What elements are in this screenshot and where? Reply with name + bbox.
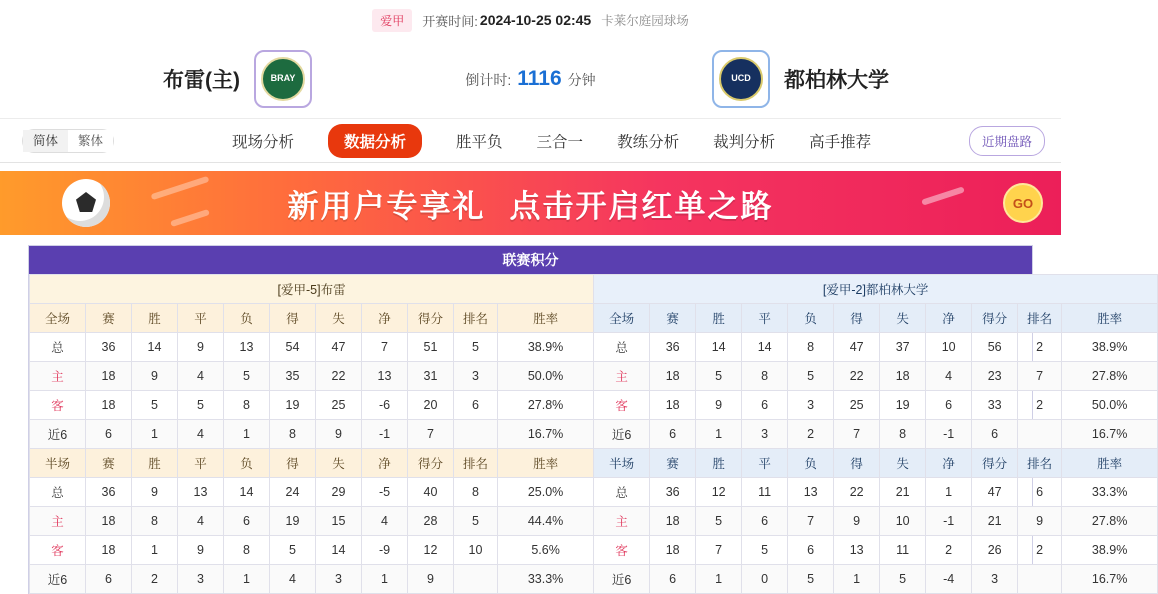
cell: 1 [224, 565, 270, 594]
cell: 10 [926, 333, 972, 362]
cell: 5 [132, 391, 178, 420]
cell: 3 [178, 565, 224, 594]
cell: 2 [926, 536, 972, 565]
cell: 5 [454, 507, 498, 536]
col-away-points: 得分 [972, 304, 1018, 333]
cell: 5 [788, 565, 834, 594]
cell: 2 [788, 420, 834, 449]
cell: 14 [316, 536, 362, 565]
col-home-winrate-half: 胜率 [498, 449, 594, 478]
col-home-win: 胜 [132, 304, 178, 333]
cell: 40 [408, 478, 454, 507]
col-home-goal-diff-half: 净 [362, 449, 408, 478]
col-away-goals-for-half: 得 [834, 449, 880, 478]
col-home-played-half: 赛 [86, 449, 132, 478]
cell: 8 [742, 362, 788, 391]
away-row-label: 主 [594, 362, 650, 391]
cell: 6 [926, 391, 972, 420]
countdown-unit: 分钟 [567, 72, 596, 88]
cell: 1 [696, 420, 742, 449]
cell: 10 [454, 536, 498, 565]
home-row-label: 总 [30, 333, 86, 362]
home-winrate: 16.7% [498, 420, 594, 449]
cell: 13 [788, 478, 834, 507]
cell: 13 [834, 536, 880, 565]
cell: 19 [270, 507, 316, 536]
cell: 20 [408, 391, 454, 420]
cell: 4 [362, 507, 408, 536]
cell: 18 [86, 507, 132, 536]
cell: 22 [316, 362, 362, 391]
team-header-row [30, 275, 1158, 304]
col-away-rank: 排名 [1018, 304, 1062, 333]
cell: 18 [650, 507, 696, 536]
col-away-rank-half: 排名 [1018, 449, 1062, 478]
cell: 36 [650, 333, 696, 362]
cell: 8 [224, 391, 270, 420]
col-away-played-half: 赛 [650, 449, 696, 478]
cell: 47 [316, 333, 362, 362]
cell: 3 [316, 565, 362, 594]
cell: 19 [880, 391, 926, 420]
cell: 3 [742, 420, 788, 449]
col-away-goals-for: 得 [834, 304, 880, 333]
col-home-lose: 负 [224, 304, 270, 333]
cell: 26 [972, 536, 1018, 565]
col-away-winrate-half: 胜率 [1062, 449, 1158, 478]
cell: 8 [270, 420, 316, 449]
away-row-label: 客 [594, 536, 650, 565]
tab-win-draw-lose[interactable]: 胜平负 [456, 133, 503, 151]
venue-name: 卡莱尔庭园球场 [601, 14, 689, 28]
cell: 4 [926, 362, 972, 391]
cell: 36 [86, 478, 132, 507]
home-winrate: 38.9% [498, 333, 594, 362]
cell: 2 [132, 565, 178, 594]
cell: 18 [880, 362, 926, 391]
home-crest-box [254, 50, 312, 108]
banner-text [288, 181, 774, 226]
table-row [30, 391, 1158, 420]
cell: 4 [178, 362, 224, 391]
away-row-label: 主 [594, 507, 650, 536]
table-row [30, 507, 1158, 536]
cell: 5 [696, 507, 742, 536]
kickoff-time: 2024-10-25 02:45 [479, 12, 592, 28]
table-row [30, 420, 1158, 449]
cell: 18 [650, 391, 696, 420]
cell: 25 [834, 391, 880, 420]
cell: 2 [1018, 536, 1062, 565]
cell: -6 [362, 391, 408, 420]
full-time-column-header-row [30, 304, 1158, 333]
cell: 1 [834, 565, 880, 594]
col-away-win: 胜 [696, 304, 742, 333]
cell: -4 [926, 565, 972, 594]
cell: 9 [178, 536, 224, 565]
nav-items [232, 124, 871, 158]
home-crest-icon: BRAY [261, 57, 305, 101]
cell: 2 [1018, 333, 1062, 362]
language-toggle[interactable] [22, 129, 114, 153]
cell: 25 [316, 391, 362, 420]
cell: 8 [788, 333, 834, 362]
cell: 14 [696, 333, 742, 362]
away-row-label: 总 [594, 333, 650, 362]
cell: 4 [178, 420, 224, 449]
col-home-scope-half: 半场 [30, 449, 86, 478]
cell: 5 [696, 362, 742, 391]
cell: 13 [178, 478, 224, 507]
league-badge: 爱甲 [372, 9, 412, 32]
col-away-win-half: 胜 [696, 449, 742, 478]
cell: 35 [270, 362, 316, 391]
countdown-value: 1116 [517, 67, 562, 90]
cell: 1 [132, 536, 178, 565]
cell: 10 [880, 507, 926, 536]
home-winrate: 5.6% [498, 536, 594, 565]
cell [1018, 565, 1062, 594]
col-home-goals-for: 得 [270, 304, 316, 333]
away-team-header: [爱甲-2]都柏林大学 [594, 275, 1158, 304]
cell: 1 [362, 565, 408, 594]
cell: 9 [696, 391, 742, 420]
cell: 23 [972, 362, 1018, 391]
tab-data-analysis[interactable]: 数据分析 [328, 124, 422, 158]
home-row-label: 客 [30, 391, 86, 420]
table-row [30, 536, 1158, 565]
cell: 6 [1018, 478, 1062, 507]
teams-row [0, 40, 1061, 118]
col-home-goals-against-half: 失 [316, 449, 362, 478]
table-row [30, 362, 1158, 391]
home-team-header: [爱甲-5]布雷 [30, 275, 594, 304]
match-info-bar [0, 0, 1061, 40]
home-winrate: 27.8% [498, 391, 594, 420]
table-row [30, 565, 1158, 594]
cell: 0 [742, 565, 788, 594]
col-away-draw-half: 平 [742, 449, 788, 478]
cell: 7 [788, 507, 834, 536]
col-away-lose-half: 负 [788, 449, 834, 478]
cell: 7 [696, 536, 742, 565]
cell: 18 [650, 536, 696, 565]
col-home-points: 得分 [408, 304, 454, 333]
lang-traditional-button[interactable]: 繁体 [68, 130, 113, 152]
away-crest-icon: UCD [719, 57, 763, 101]
cell: 7 [1018, 362, 1062, 391]
cell: 19 [270, 391, 316, 420]
cell: 5 [454, 333, 498, 362]
cell: 18 [650, 362, 696, 391]
col-home-rank: 排名 [454, 304, 498, 333]
col-home-lose-half: 负 [224, 449, 270, 478]
home-row-label: 主 [30, 507, 86, 536]
col-home-goal-diff: 净 [362, 304, 408, 333]
cell: 9 [1018, 507, 1062, 536]
cell: 4 [178, 507, 224, 536]
col-away-goals-against: 失 [880, 304, 926, 333]
cell [1018, 420, 1062, 449]
cell: 1 [696, 565, 742, 594]
cell: 14 [742, 333, 788, 362]
cell: 3 [454, 362, 498, 391]
recent-odds-button[interactable]: 近期盘路 [969, 126, 1045, 156]
col-home-goals-against: 失 [316, 304, 362, 333]
cell: 6 [788, 536, 834, 565]
cell: 8 [224, 536, 270, 565]
promo-banner[interactable] [0, 171, 1061, 235]
cell: 33 [972, 391, 1018, 420]
col-home-rank-half: 排名 [454, 449, 498, 478]
cell: 1 [926, 478, 972, 507]
cell: 18 [86, 391, 132, 420]
cell: 24 [270, 478, 316, 507]
cell: 9 [178, 333, 224, 362]
cell: 9 [316, 420, 362, 449]
home-team-name: 布雷(主) [163, 69, 240, 92]
cell: 5 [788, 362, 834, 391]
away-row-label: 客 [594, 391, 650, 420]
tab-coach-analysis[interactable]: 教练分析 [617, 133, 680, 151]
cell: 6 [86, 420, 132, 449]
away-winrate: 38.9% [1062, 536, 1158, 565]
col-away-draw: 平 [742, 304, 788, 333]
cell: 18 [86, 362, 132, 391]
cell: 14 [224, 478, 270, 507]
cell: 31 [408, 362, 454, 391]
away-row-label: 近6 [594, 420, 650, 449]
cell: 51 [408, 333, 454, 362]
col-away-scope: 全场 [594, 304, 650, 333]
cell: 8 [880, 420, 926, 449]
panel-title: 联赛积分 [29, 246, 1032, 274]
banner-text-main: 新用户专享礼 [287, 188, 486, 224]
league-standings-panel [28, 245, 1128, 594]
col-away-winrate: 胜率 [1062, 304, 1158, 333]
cell: 5 [270, 536, 316, 565]
home-row-label: 总 [30, 478, 86, 507]
cell: 54 [270, 333, 316, 362]
cell: 29 [316, 478, 362, 507]
banner-go-button[interactable]: GO [1003, 183, 1043, 223]
cell: 6 [972, 420, 1018, 449]
col-home-win-half: 胜 [132, 449, 178, 478]
cell: 56 [972, 333, 1018, 362]
away-winrate: 27.8% [1062, 507, 1158, 536]
cell: 22 [834, 478, 880, 507]
away-team-name: 都柏林大学 [784, 69, 889, 92]
home-winrate: 44.4% [498, 507, 594, 536]
cell: 8 [454, 478, 498, 507]
cell: 6 [742, 507, 788, 536]
tab-three-in-one[interactable]: 三合一 [536, 133, 584, 151]
cell: -9 [362, 536, 408, 565]
cell: 6 [742, 391, 788, 420]
home-winrate: 50.0% [498, 362, 594, 391]
col-home-goals-for-half: 得 [270, 449, 316, 478]
col-away-goal-diff-half: 净 [926, 449, 972, 478]
col-away-played: 赛 [650, 304, 696, 333]
cell: 7 [408, 420, 454, 449]
decor-streak-icon [921, 186, 965, 205]
cell: 6 [224, 507, 270, 536]
cell: -1 [362, 420, 408, 449]
cell: 5 [742, 536, 788, 565]
cell: 6 [650, 565, 696, 594]
countdown-label: 倒计时: [465, 72, 512, 88]
cell: 5 [880, 565, 926, 594]
away-crest-box [712, 50, 770, 108]
cell: 6 [650, 420, 696, 449]
away-winrate: 33.3% [1062, 478, 1158, 507]
half-time-column-header-row [30, 449, 1158, 478]
home-team[interactable] [163, 50, 312, 108]
home-row-label: 近6 [30, 420, 86, 449]
main-nav [0, 118, 1061, 163]
decor-streak-icon [170, 209, 210, 227]
cell: 47 [834, 333, 880, 362]
cell: 36 [86, 333, 132, 362]
cell: 5 [224, 362, 270, 391]
col-away-lose: 负 [788, 304, 834, 333]
cell: 36 [650, 478, 696, 507]
cell: 6 [454, 391, 498, 420]
cell: 21 [972, 507, 1018, 536]
away-row-label: 总 [594, 478, 650, 507]
cell: 7 [834, 420, 880, 449]
cell [454, 420, 498, 449]
away-winrate: 38.9% [1062, 333, 1158, 362]
cell: 12 [408, 536, 454, 565]
cell: 2 [1018, 391, 1062, 420]
kickoff-label: 开赛时间: [422, 13, 478, 29]
cell: 9 [408, 565, 454, 594]
tab-expert-tips[interactable]: 高手推荐 [809, 133, 872, 151]
cell [454, 565, 498, 594]
cell: 14 [132, 333, 178, 362]
col-away-goals-against-half: 失 [880, 449, 926, 478]
cell: 13 [362, 362, 408, 391]
soccer-ball-icon [62, 179, 110, 227]
home-row-label: 客 [30, 536, 86, 565]
cell: -1 [926, 420, 972, 449]
col-home-winrate: 胜率 [498, 304, 594, 333]
decor-streak-icon [151, 176, 210, 200]
cell: 1 [132, 420, 178, 449]
cell: 9 [132, 478, 178, 507]
cell: 6 [86, 565, 132, 594]
cell: 15 [316, 507, 362, 536]
col-home-scope: 全场 [30, 304, 86, 333]
table-row [30, 333, 1158, 362]
cell: 9 [834, 507, 880, 536]
banner-text-sub: 点击开启红单之路 [509, 188, 774, 224]
away-winrate: 16.7% [1062, 420, 1158, 449]
cell: 9 [132, 362, 178, 391]
cell: 1 [224, 420, 270, 449]
home-row-label: 主 [30, 362, 86, 391]
lang-simplified-button[interactable]: 简体 [23, 130, 68, 152]
table-row [30, 478, 1158, 507]
away-row-label: 近6 [594, 565, 650, 594]
col-home-draw: 平 [178, 304, 224, 333]
countdown [0, 67, 1061, 91]
cell: 3 [972, 565, 1018, 594]
away-winrate: 50.0% [1062, 391, 1158, 420]
cell: 18 [86, 536, 132, 565]
cell: 7 [362, 333, 408, 362]
cell: 37 [880, 333, 926, 362]
cell: 11 [742, 478, 788, 507]
col-home-points-half: 得分 [408, 449, 454, 478]
home-row-label: 近6 [30, 565, 86, 594]
cell: 5 [178, 391, 224, 420]
cell: 47 [972, 478, 1018, 507]
cell: 22 [834, 362, 880, 391]
col-away-points-half: 得分 [972, 449, 1018, 478]
cell: 11 [880, 536, 926, 565]
cell: 28 [408, 507, 454, 536]
col-home-draw-half: 平 [178, 449, 224, 478]
home-winrate: 25.0% [498, 478, 594, 507]
standings-table [29, 274, 1158, 594]
cell: 13 [224, 333, 270, 362]
cell: -1 [926, 507, 972, 536]
home-winrate: 33.3% [498, 565, 594, 594]
cell: 3 [788, 391, 834, 420]
col-away-scope-half: 半场 [594, 449, 650, 478]
away-winrate: 16.7% [1062, 565, 1158, 594]
away-team[interactable] [712, 50, 889, 108]
tab-referee-analysis[interactable]: 裁判分析 [713, 133, 776, 151]
cell: 8 [132, 507, 178, 536]
col-away-goal-diff: 净 [926, 304, 972, 333]
cell: 12 [696, 478, 742, 507]
cell: 21 [880, 478, 926, 507]
cell: -5 [362, 478, 408, 507]
away-winrate: 27.8% [1062, 362, 1158, 391]
tab-live-analysis[interactable]: 现场分析 [232, 133, 295, 151]
cell: 4 [270, 565, 316, 594]
col-home-played: 赛 [86, 304, 132, 333]
